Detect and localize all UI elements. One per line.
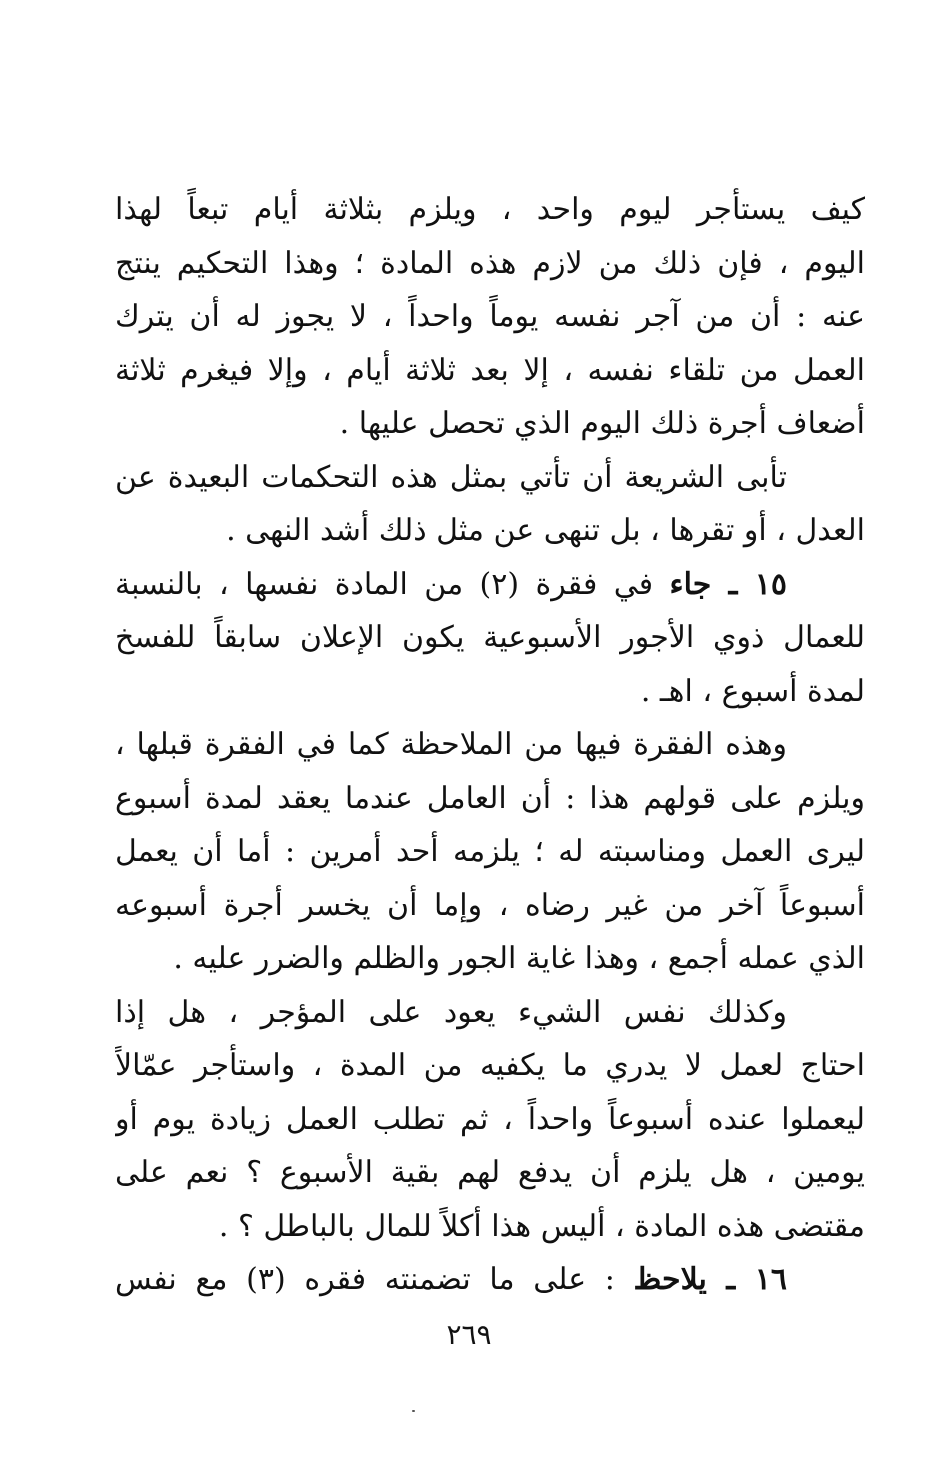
- text-line-9: للعمال ذوي الأجور الأسبوعية يكون الإعلان سابقاً للفسخ: [115, 620, 865, 655]
- text-line-6: تأبى الشريعة أن تأتي بمثل هذه التحكمات البعيدة عن: [115, 459, 787, 495]
- text-line-10: لمدة أسبوع ، اهـ .: [640, 673, 865, 709]
- text-line-15: الذي عمله أجمع ، وهذا غاية الجور والظلم والضرر عليه .: [173, 941, 865, 976]
- text-line-1: كيف يستأجر ليوم واحد ، ويلزم بثلاثة أيام تبعاً لهذا: [115, 192, 865, 227]
- text-line-19: يومين ، هل يلزم أن يدفع لهم بقية الأسبوع ؟ نعم على: [115, 1155, 865, 1190]
- text-line-11: وهذه الفقرة فيها من الملاحظة كما في الفقرة قبلها ،: [115, 727, 787, 762]
- section-16-heading: ١٦ ـ يلاحظ: [633, 1262, 787, 1297]
- text-line-4: العمل من تلقاء نفسه ، إلا بعد ثلاثة أيام ، وإلا فيغرم ثلاثة: [115, 352, 865, 388]
- text-line-3: عنه : أن من آجر نفسه يوماً واحداً ، لا يجوز له أن يترك: [115, 299, 865, 334]
- text-line-12: ويلزم على قولهم هذا : أن العامل عندما يعقد لمدة أسبوع: [115, 780, 865, 816]
- text-line-2: اليوم ، فإن ذلك من لازم هذه المادة ؛ وهذا التحكيم ينتج: [115, 245, 865, 281]
- text-line-16: وكذلك نفس الشيء يعود على المؤجر ، هل إذا: [115, 994, 787, 1030]
- text-line-14: أسبوعاً آخر من غير رضاه ، وإما أن يخسر أجرة أسبوعه: [115, 887, 865, 923]
- text-line-8-body: في فقرة (٢) من المادة نفسها ، بالنسبة: [115, 566, 654, 602]
- text-line-20: مقتضى هذه المادة ، أليس هذا أكلاً للمال بالباطل ؟ .: [218, 1208, 865, 1244]
- text-line-7: العدل ، أو تقرها ، بل تنهى عن مثل ذلك أشد النهى .: [226, 513, 865, 548]
- text-line-5: أضعاف أجرة ذلك اليوم الذي تحصل عليها .: [339, 406, 865, 441]
- text-line-13: ليرى العمل ومناسبته له ؛ يلزمه أحد أمرين : أما أن يعمل: [115, 834, 865, 869]
- text-line-18: ليعملوا عنده أسبوعاً واحداً ، ثم تطلب العمل زيادة يوم أو: [115, 1101, 865, 1137]
- scan-speck: [412, 1410, 415, 1412]
- text-line-8: [115, 558, 865, 612]
- text-line-21: [115, 1253, 865, 1307]
- text-line-21-body: : على ما تضمنته فقره (٣) مع نفس: [115, 1262, 615, 1297]
- section-15-heading: ١٥ ـ جاء: [669, 566, 787, 602]
- body-text: [115, 183, 865, 1307]
- page-number: ٢٦٩: [446, 1318, 492, 1351]
- text-line-17: احتاج لعمل لا يدري ما يكفيه من المدة ، واستأجر عمّالاً: [115, 1048, 865, 1083]
